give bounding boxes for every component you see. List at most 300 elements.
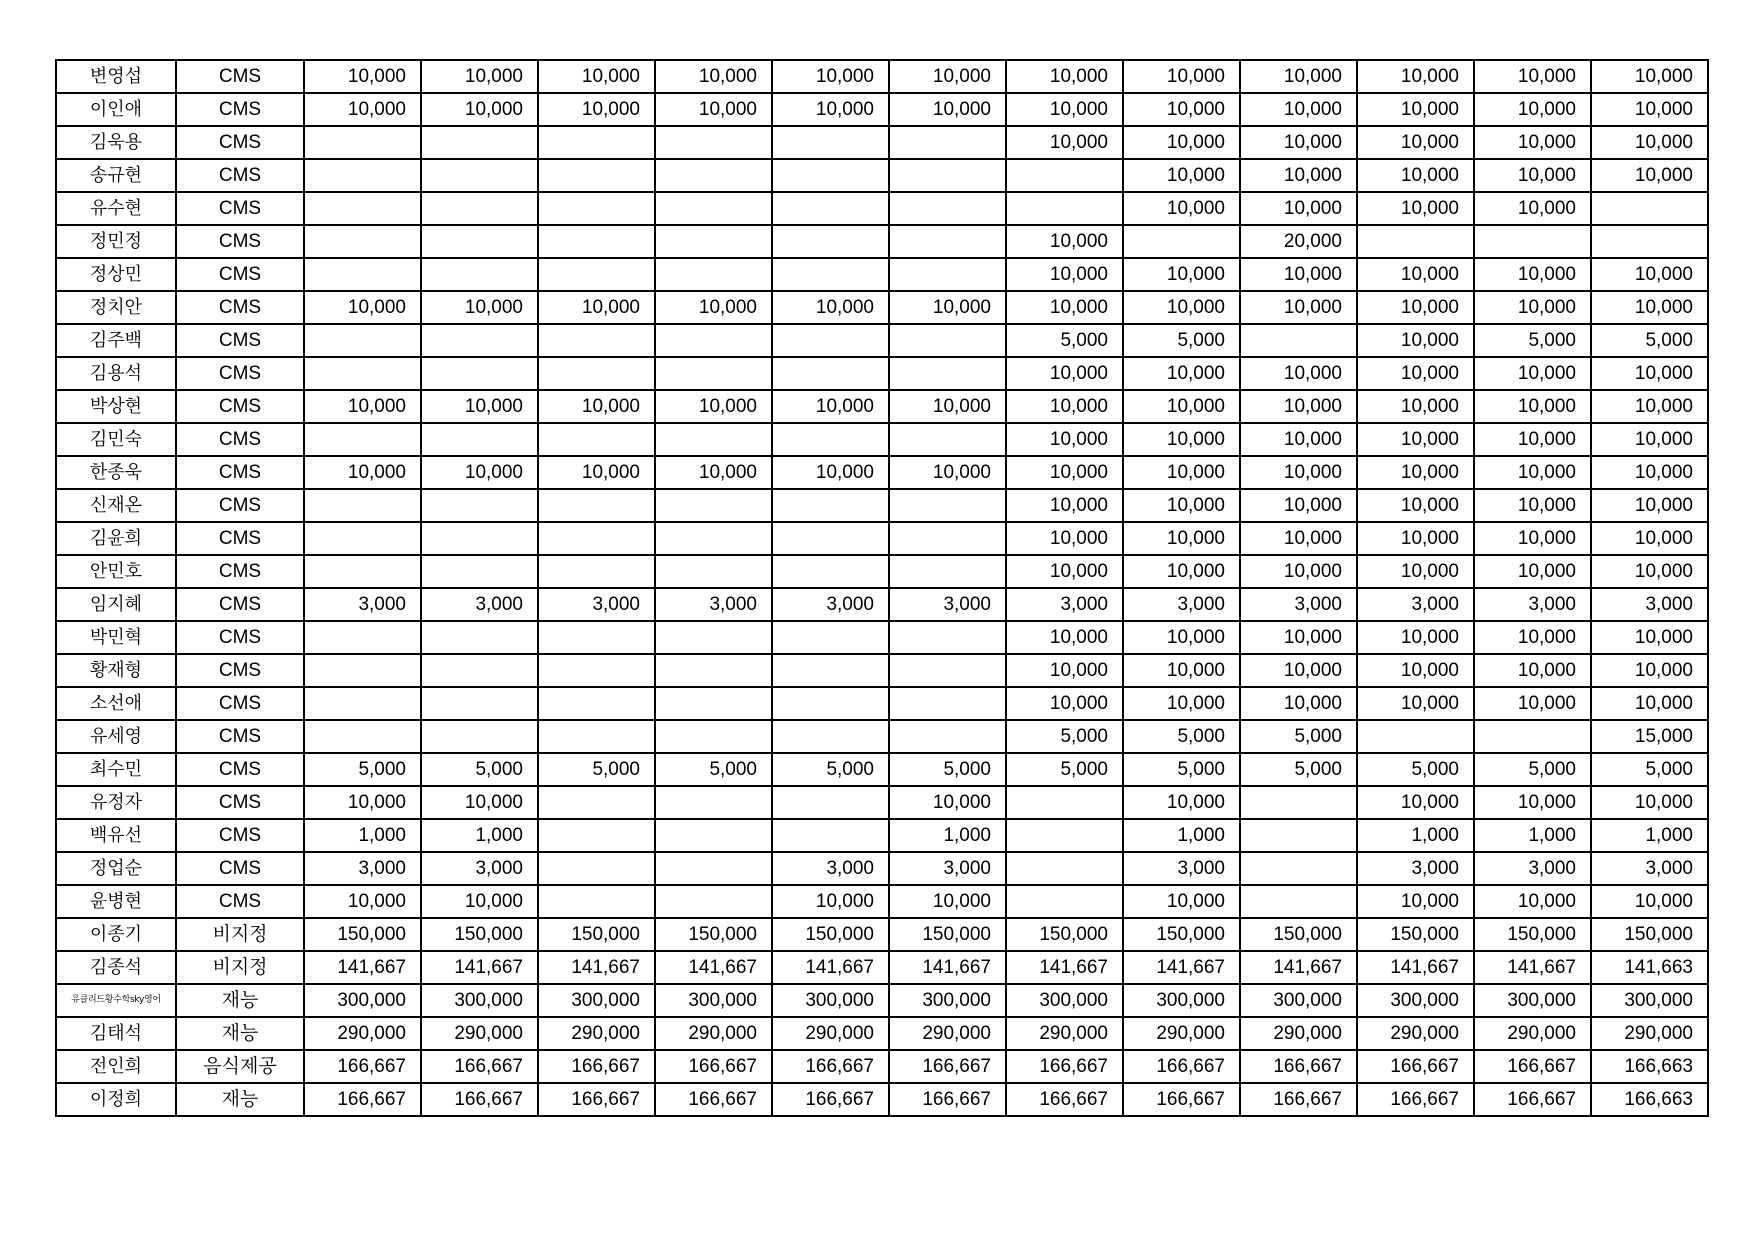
donation-type-cell: 비지정	[176, 951, 304, 984]
amount-cell: 10,000	[889, 885, 1006, 918]
amount-cell	[1240, 786, 1357, 819]
amount-cell: 10,000	[1123, 456, 1240, 489]
amount-cell: 300,000	[538, 984, 655, 1017]
donation-type-cell: CMS	[176, 687, 304, 720]
amount-cell	[772, 192, 889, 225]
amount-cell	[1006, 819, 1123, 852]
table-row	[56, 258, 1708, 291]
amount-cell	[421, 687, 538, 720]
amount-cell: 10,000	[1357, 357, 1474, 390]
amount-cell: 141,667	[421, 951, 538, 984]
amount-cell: 10,000	[1123, 390, 1240, 423]
amount-cell	[655, 159, 772, 192]
amount-cell: 5,000	[1591, 753, 1708, 786]
table-row	[56, 852, 1708, 885]
donor-name-cell: 백유선	[56, 819, 176, 852]
donation-type-cell: CMS	[176, 819, 304, 852]
amount-cell: 10,000	[1591, 126, 1708, 159]
table-body	[56, 60, 1708, 1116]
amount-cell: 10,000	[1240, 93, 1357, 126]
donation-type-cell: CMS	[176, 192, 304, 225]
amount-cell	[304, 489, 421, 522]
amount-cell: 141,663	[1591, 951, 1708, 984]
amount-cell: 3,000	[1474, 588, 1591, 621]
amount-cell	[889, 522, 1006, 555]
amount-cell: 166,667	[1474, 1083, 1591, 1116]
amount-cell: 1,000	[889, 819, 1006, 852]
amount-cell: 10,000	[304, 93, 421, 126]
amount-cell: 10,000	[772, 390, 889, 423]
amount-cell: 166,667	[421, 1083, 538, 1116]
amount-cell	[1006, 192, 1123, 225]
amount-cell: 10,000	[1591, 687, 1708, 720]
amount-cell: 150,000	[421, 918, 538, 951]
amount-cell: 10,000	[1123, 159, 1240, 192]
amount-cell: 10,000	[538, 390, 655, 423]
amount-cell: 166,667	[421, 1050, 538, 1083]
amount-cell: 3,000	[1240, 588, 1357, 621]
amount-cell	[655, 885, 772, 918]
table-row	[56, 819, 1708, 852]
amount-cell: 3,000	[421, 588, 538, 621]
amount-cell: 10,000	[655, 456, 772, 489]
amount-cell: 166,667	[304, 1083, 421, 1116]
table-row	[56, 1017, 1708, 1050]
amount-cell: 10,000	[1240, 390, 1357, 423]
amount-cell: 5,000	[1123, 720, 1240, 753]
amount-cell: 10,000	[421, 390, 538, 423]
amount-cell: 10,000	[772, 60, 889, 93]
amount-cell: 3,000	[889, 588, 1006, 621]
amount-cell	[538, 225, 655, 258]
amount-cell	[304, 720, 421, 753]
amount-cell: 10,000	[421, 93, 538, 126]
amount-cell: 1,000	[1123, 819, 1240, 852]
amount-cell: 150,000	[1474, 918, 1591, 951]
amount-cell: 1,000	[1357, 819, 1474, 852]
amount-cell: 10,000	[1006, 522, 1123, 555]
amount-cell: 166,667	[1006, 1083, 1123, 1116]
amount-cell: 5,000	[421, 753, 538, 786]
amount-cell: 10,000	[889, 291, 1006, 324]
amount-cell: 10,000	[1357, 60, 1474, 93]
amount-cell: 150,000	[1240, 918, 1357, 951]
table-row	[56, 720, 1708, 753]
donation-type-cell: CMS	[176, 456, 304, 489]
amount-cell	[421, 126, 538, 159]
amount-cell: 10,000	[1240, 522, 1357, 555]
amount-cell: 150,000	[1591, 918, 1708, 951]
amount-cell: 10,000	[1240, 159, 1357, 192]
amount-cell: 5,000	[1006, 324, 1123, 357]
amount-cell: 10,000	[1474, 654, 1591, 687]
amount-cell: 10,000	[421, 456, 538, 489]
amount-cell: 10,000	[1591, 357, 1708, 390]
amount-cell	[772, 357, 889, 390]
amount-cell: 10,000	[1474, 621, 1591, 654]
amount-cell	[304, 687, 421, 720]
amount-cell	[889, 126, 1006, 159]
amount-cell	[772, 687, 889, 720]
amount-cell: 290,000	[538, 1017, 655, 1050]
amount-cell: 15,000	[1591, 720, 1708, 753]
donor-name-cell: 유세영	[56, 720, 176, 753]
donation-type-cell: CMS	[176, 93, 304, 126]
amount-cell: 10,000	[1123, 555, 1240, 588]
amount-cell: 10,000	[1123, 621, 1240, 654]
amount-cell	[538, 159, 655, 192]
amount-cell: 10,000	[421, 60, 538, 93]
amount-cell: 290,000	[421, 1017, 538, 1050]
amount-cell	[889, 159, 1006, 192]
amount-cell: 166,667	[1357, 1083, 1474, 1116]
amount-cell	[538, 720, 655, 753]
table-row	[56, 588, 1708, 621]
amount-cell: 150,000	[655, 918, 772, 951]
amount-cell	[1357, 720, 1474, 753]
amount-cell: 3,000	[889, 852, 1006, 885]
amount-cell: 166,663	[1591, 1050, 1708, 1083]
donor-name-cell: 황재형	[56, 654, 176, 687]
amount-cell: 10,000	[1006, 93, 1123, 126]
amount-cell: 3,000	[772, 852, 889, 885]
donor-name-cell: 이인애	[56, 93, 176, 126]
amount-cell: 290,000	[889, 1017, 1006, 1050]
amount-cell: 10,000	[1240, 291, 1357, 324]
donor-name-cell: 정업순	[56, 852, 176, 885]
table-row	[56, 159, 1708, 192]
amount-cell	[772, 720, 889, 753]
donor-name-cell: 김태석	[56, 1017, 176, 1050]
amount-cell	[304, 357, 421, 390]
amount-cell: 10,000	[1474, 192, 1591, 225]
amount-cell: 10,000	[421, 786, 538, 819]
amount-cell: 300,000	[655, 984, 772, 1017]
amount-cell: 10,000	[538, 60, 655, 93]
amount-cell	[538, 654, 655, 687]
table-row	[56, 522, 1708, 555]
amount-cell	[655, 423, 772, 456]
amount-cell	[538, 819, 655, 852]
amount-cell	[304, 522, 421, 555]
table-row	[56, 1083, 1708, 1116]
amount-cell: 10,000	[1123, 93, 1240, 126]
amount-cell: 10,000	[1591, 258, 1708, 291]
amount-cell: 10,000	[1006, 621, 1123, 654]
amount-cell	[889, 720, 1006, 753]
amount-cell: 10,000	[1591, 423, 1708, 456]
amount-cell: 3,000	[1123, 588, 1240, 621]
table-row	[56, 555, 1708, 588]
amount-cell: 10,000	[1240, 60, 1357, 93]
donor-name-cell: 김주백	[56, 324, 176, 357]
amount-cell: 3,000	[421, 852, 538, 885]
donor-name-cell: 최수민	[56, 753, 176, 786]
amount-cell	[1006, 786, 1123, 819]
amount-cell	[655, 786, 772, 819]
amount-cell	[421, 159, 538, 192]
amount-cell	[1591, 192, 1708, 225]
amount-cell	[889, 324, 1006, 357]
amount-cell	[655, 225, 772, 258]
donor-name-cell: 김종석	[56, 951, 176, 984]
amount-cell	[538, 258, 655, 291]
amount-cell: 1,000	[304, 819, 421, 852]
donor-name-cell: 정상민	[56, 258, 176, 291]
amount-cell	[772, 126, 889, 159]
amount-cell: 10,000	[1357, 687, 1474, 720]
amount-cell: 5,000	[772, 753, 889, 786]
amount-cell: 5,000	[1006, 720, 1123, 753]
amount-cell: 5,000	[538, 753, 655, 786]
table-row	[56, 753, 1708, 786]
donor-name-cell: 임지혜	[56, 588, 176, 621]
amount-cell	[1474, 225, 1591, 258]
amount-cell: 3,000	[304, 588, 421, 621]
amount-cell: 10,000	[1591, 489, 1708, 522]
donor-name-cell: 유수현	[56, 192, 176, 225]
amount-cell	[889, 357, 1006, 390]
amount-cell: 10,000	[1591, 786, 1708, 819]
donation-type-cell: CMS	[176, 423, 304, 456]
amount-cell: 10,000	[1123, 192, 1240, 225]
amount-cell: 300,000	[1591, 984, 1708, 1017]
amount-cell: 10,000	[1357, 324, 1474, 357]
amount-cell: 141,667	[655, 951, 772, 984]
donor-name-cell: 윤병현	[56, 885, 176, 918]
amount-cell: 10,000	[1240, 654, 1357, 687]
amount-cell	[1240, 885, 1357, 918]
amount-cell: 10,000	[1357, 258, 1474, 291]
donor-name-cell: 박민혁	[56, 621, 176, 654]
donation-type-cell: 재능	[176, 1017, 304, 1050]
amount-cell: 290,000	[1240, 1017, 1357, 1050]
donor-name-cell: 정민정	[56, 225, 176, 258]
donor-name-cell: 신재온	[56, 489, 176, 522]
donor-name-cell: 유클리드황수학sky영어	[56, 984, 176, 1017]
amount-cell	[304, 159, 421, 192]
amount-cell: 141,667	[772, 951, 889, 984]
amount-cell: 10,000	[1240, 192, 1357, 225]
amount-cell: 10,000	[1474, 885, 1591, 918]
amount-cell: 10,000	[1357, 423, 1474, 456]
amount-cell: 150,000	[1006, 918, 1123, 951]
amount-cell: 10,000	[1006, 291, 1123, 324]
amount-cell: 10,000	[1123, 126, 1240, 159]
amount-cell: 10,000	[1123, 522, 1240, 555]
amount-cell	[889, 489, 1006, 522]
amount-cell	[538, 621, 655, 654]
amount-cell: 10,000	[1591, 621, 1708, 654]
amount-cell	[304, 192, 421, 225]
amount-cell: 10,000	[1006, 489, 1123, 522]
amount-cell: 3,000	[1591, 852, 1708, 885]
amount-cell: 3,000	[772, 588, 889, 621]
amount-cell: 150,000	[304, 918, 421, 951]
donor-name-cell: 변영섭	[56, 60, 176, 93]
amount-cell	[304, 621, 421, 654]
amount-cell: 3,000	[1006, 588, 1123, 621]
amount-cell	[421, 654, 538, 687]
amount-cell	[1006, 885, 1123, 918]
amount-cell: 10,000	[1240, 555, 1357, 588]
amount-cell: 10,000	[1123, 423, 1240, 456]
amount-cell	[304, 258, 421, 291]
amount-cell: 10,000	[1006, 654, 1123, 687]
amount-cell: 10,000	[889, 93, 1006, 126]
amount-cell: 10,000	[889, 456, 1006, 489]
amount-cell: 166,667	[889, 1050, 1006, 1083]
table-row	[56, 93, 1708, 126]
donor-name-cell: 이종기	[56, 918, 176, 951]
amount-cell: 141,667	[1357, 951, 1474, 984]
amount-cell: 141,667	[1006, 951, 1123, 984]
table-row	[56, 918, 1708, 951]
amount-cell: 10,000	[1474, 159, 1591, 192]
table-row	[56, 786, 1708, 819]
amount-cell: 141,667	[1240, 951, 1357, 984]
amount-cell	[421, 324, 538, 357]
amount-cell: 10,000	[304, 885, 421, 918]
amount-cell	[655, 324, 772, 357]
amount-cell: 150,000	[889, 918, 1006, 951]
amount-cell: 300,000	[1474, 984, 1591, 1017]
amount-cell: 3,000	[538, 588, 655, 621]
donation-type-cell: CMS	[176, 720, 304, 753]
amount-cell	[421, 225, 538, 258]
amount-cell	[421, 423, 538, 456]
amount-cell: 5,000	[889, 753, 1006, 786]
donation-type-cell: CMS	[176, 291, 304, 324]
amount-cell: 166,667	[655, 1083, 772, 1116]
amount-cell: 290,000	[304, 1017, 421, 1050]
donation-type-cell: CMS	[176, 753, 304, 786]
donor-name-cell: 소선애	[56, 687, 176, 720]
amount-cell: 10,000	[889, 786, 1006, 819]
amount-cell	[655, 258, 772, 291]
amount-cell	[655, 357, 772, 390]
amount-cell	[538, 489, 655, 522]
amount-cell: 150,000	[1123, 918, 1240, 951]
donor-name-cell: 한종욱	[56, 456, 176, 489]
amount-cell	[772, 522, 889, 555]
amount-cell: 10,000	[772, 885, 889, 918]
amount-cell: 300,000	[304, 984, 421, 1017]
table-row	[56, 423, 1708, 456]
amount-cell	[538, 852, 655, 885]
donation-type-cell: 음식제공	[176, 1050, 304, 1083]
table-row	[56, 456, 1708, 489]
amount-cell: 10,000	[1474, 489, 1591, 522]
amount-cell: 10,000	[1123, 687, 1240, 720]
amount-cell: 10,000	[1474, 60, 1591, 93]
amount-cell: 10,000	[1006, 390, 1123, 423]
donation-type-cell: CMS	[176, 60, 304, 93]
amount-cell	[655, 621, 772, 654]
amount-cell: 10,000	[421, 885, 538, 918]
amount-cell: 166,667	[304, 1050, 421, 1083]
amount-cell	[1240, 852, 1357, 885]
amount-cell	[889, 621, 1006, 654]
amount-cell: 10,000	[421, 291, 538, 324]
amount-cell: 10,000	[1006, 60, 1123, 93]
amount-cell: 300,000	[1240, 984, 1357, 1017]
amount-cell: 10,000	[1006, 126, 1123, 159]
amount-cell	[421, 258, 538, 291]
amount-cell: 10,000	[1474, 390, 1591, 423]
donation-type-cell: CMS	[176, 885, 304, 918]
amount-cell	[655, 192, 772, 225]
amount-cell: 1,000	[1591, 819, 1708, 852]
amount-cell	[538, 786, 655, 819]
table-row	[56, 291, 1708, 324]
amount-cell: 10,000	[1006, 456, 1123, 489]
amount-cell: 5,000	[1357, 753, 1474, 786]
donation-type-cell: CMS	[176, 225, 304, 258]
amount-cell	[655, 852, 772, 885]
donor-name-cell: 박상현	[56, 390, 176, 423]
donation-type-cell: 재능	[176, 1083, 304, 1116]
amount-cell	[772, 621, 889, 654]
donation-type-cell: CMS	[176, 489, 304, 522]
donor-name-cell: 정치안	[56, 291, 176, 324]
amount-cell: 300,000	[1123, 984, 1240, 1017]
amount-cell	[772, 258, 889, 291]
amount-cell: 5,000	[1123, 324, 1240, 357]
amount-cell: 10,000	[304, 390, 421, 423]
amount-cell	[1357, 225, 1474, 258]
amount-cell: 10,000	[304, 60, 421, 93]
amount-cell: 290,000	[1006, 1017, 1123, 1050]
amount-cell: 10,000	[1474, 786, 1591, 819]
amount-cell	[772, 225, 889, 258]
amount-cell: 141,667	[538, 951, 655, 984]
amount-cell: 10,000	[1474, 126, 1591, 159]
amount-cell: 3,000	[304, 852, 421, 885]
amount-cell: 5,000	[1123, 753, 1240, 786]
amount-cell	[304, 654, 421, 687]
amount-cell: 290,000	[772, 1017, 889, 1050]
amount-cell: 290,000	[1357, 1017, 1474, 1050]
amount-cell: 10,000	[1591, 60, 1708, 93]
amount-cell: 150,000	[772, 918, 889, 951]
amount-cell: 5,000	[1591, 324, 1708, 357]
amount-cell	[889, 687, 1006, 720]
amount-cell: 10,000	[1591, 456, 1708, 489]
amount-cell	[421, 720, 538, 753]
amount-cell: 5,000	[1240, 753, 1357, 786]
amount-cell: 166,667	[1240, 1050, 1357, 1083]
table-row	[56, 225, 1708, 258]
amount-cell	[538, 192, 655, 225]
donation-type-cell: CMS	[176, 522, 304, 555]
donation-type-cell: CMS	[176, 786, 304, 819]
donation-type-cell: CMS	[176, 159, 304, 192]
amount-cell	[772, 324, 889, 357]
donation-type-cell: CMS	[176, 390, 304, 423]
amount-cell	[304, 423, 421, 456]
amount-cell: 10,000	[1591, 390, 1708, 423]
amount-cell	[889, 423, 1006, 456]
amount-cell	[1006, 852, 1123, 885]
amount-cell	[538, 357, 655, 390]
amount-cell: 10,000	[1240, 489, 1357, 522]
amount-cell: 10,000	[1240, 621, 1357, 654]
amount-cell	[655, 720, 772, 753]
amount-cell	[655, 819, 772, 852]
amount-cell	[655, 522, 772, 555]
amount-cell: 10,000	[1357, 192, 1474, 225]
